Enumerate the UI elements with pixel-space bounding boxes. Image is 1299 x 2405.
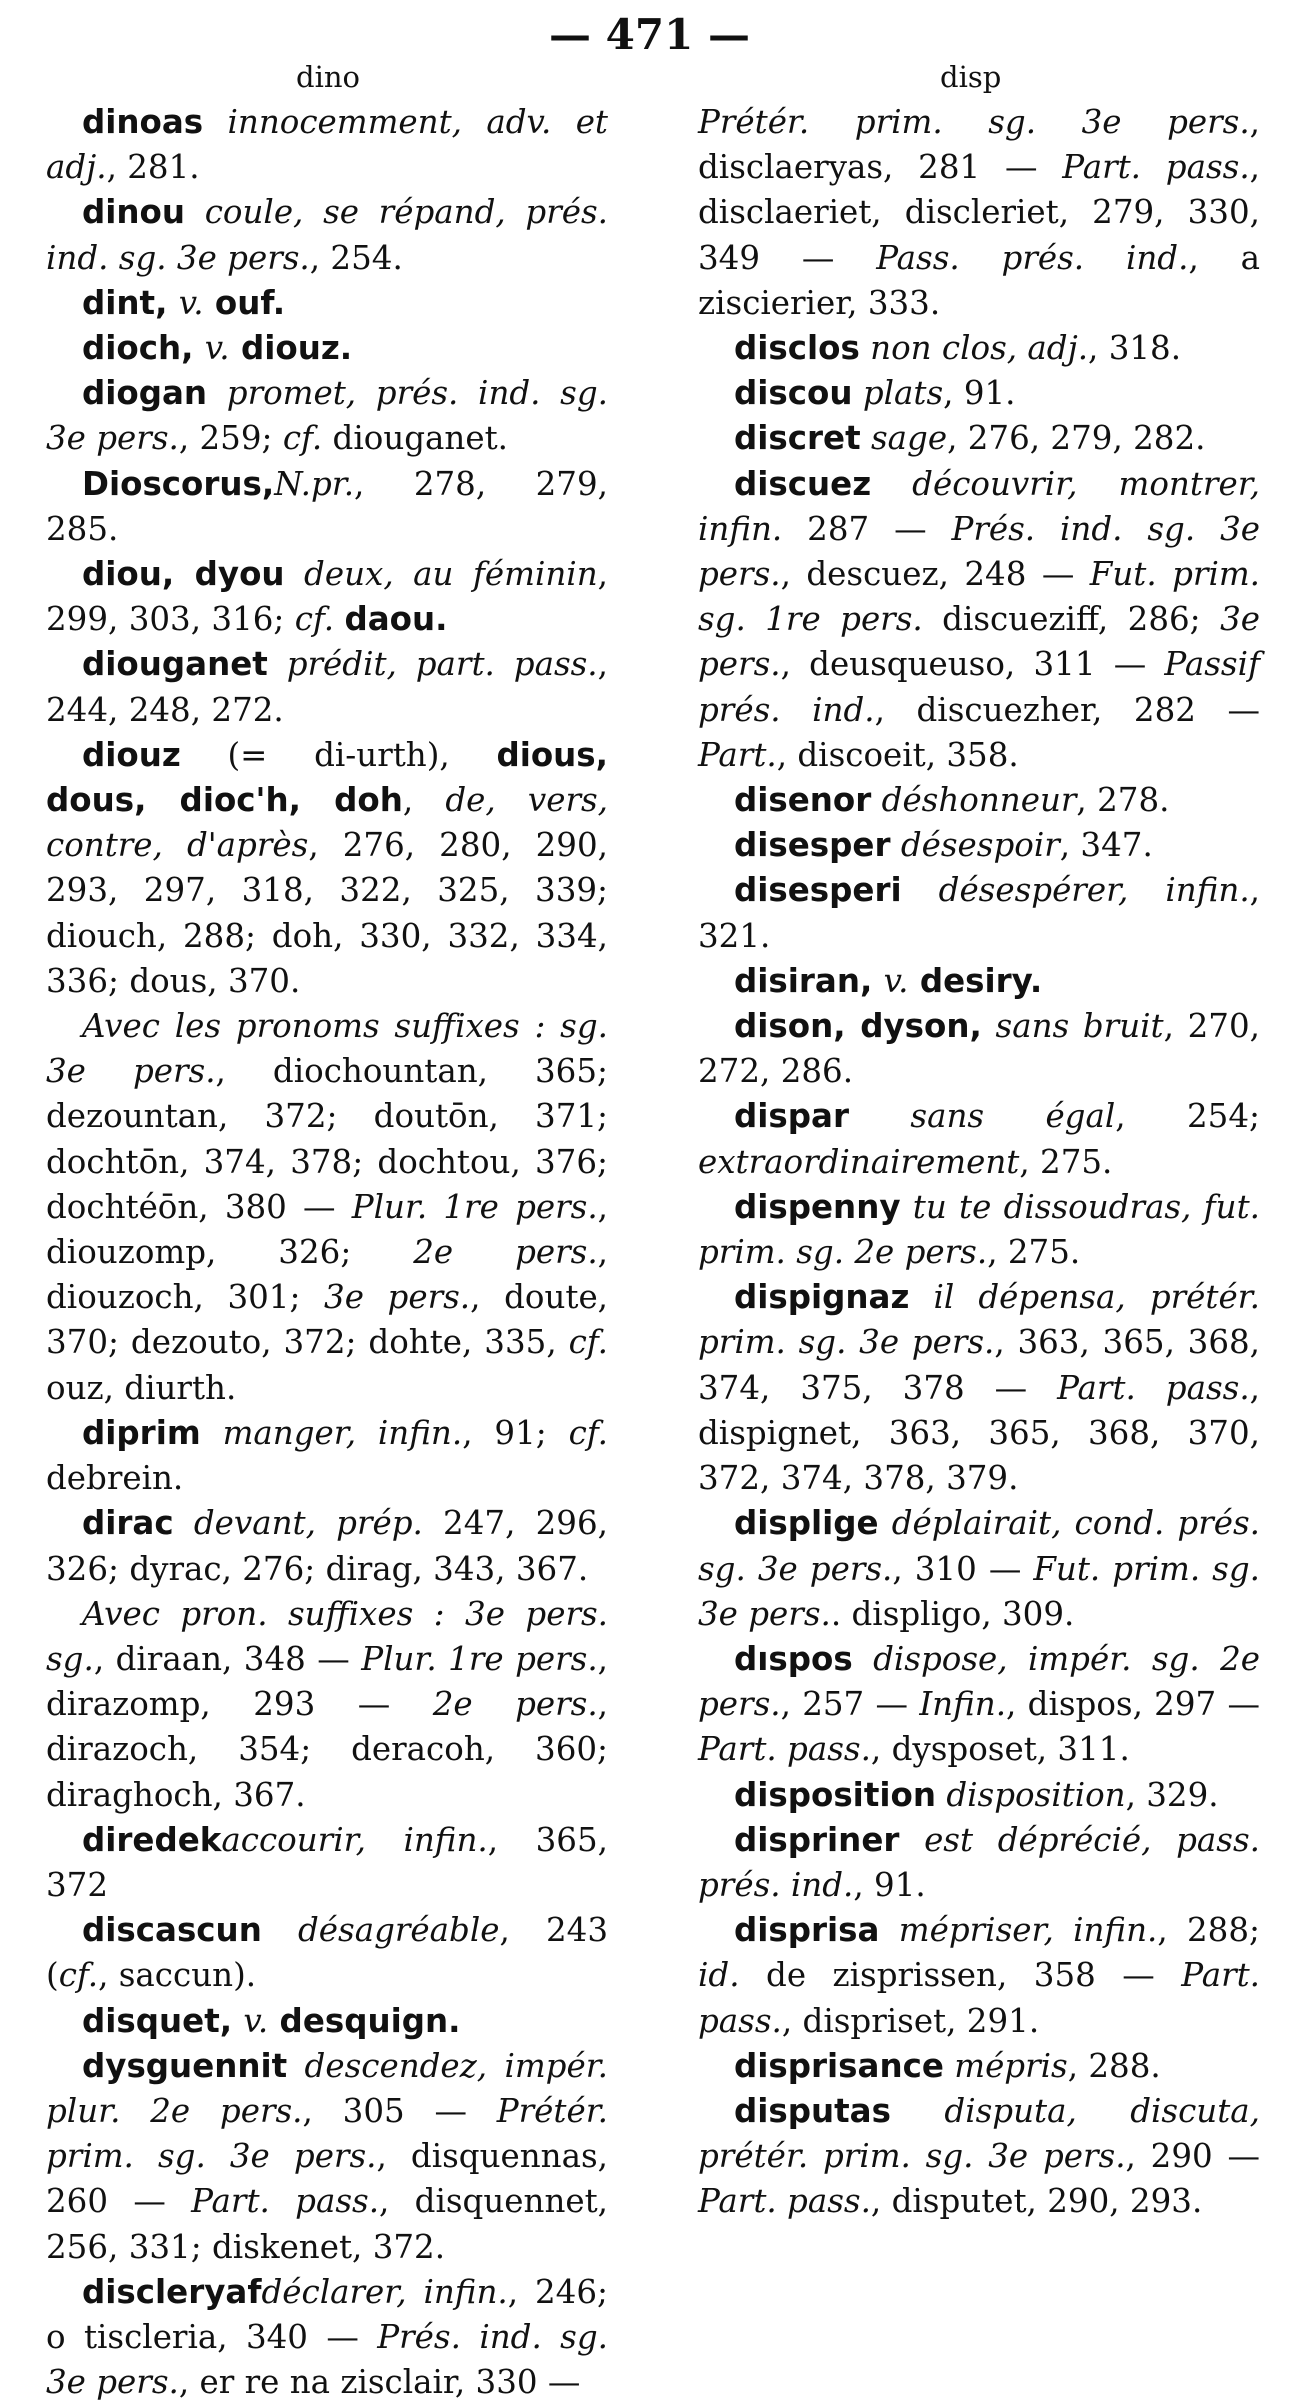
gloss-italic: Plur. 1re pers. — [351, 1187, 598, 1226]
gloss-italic: 3e pers. — [698, 600, 1260, 684]
gloss-italic: désagréable — [298, 1911, 500, 1950]
entry-text: , dispos, 297 — — [1006, 1685, 1260, 1724]
gloss-italic: id. — [698, 1956, 740, 1995]
entry-text — [879, 1504, 892, 1542]
gloss-italic: v. — [204, 329, 230, 368]
headword: disclos — [734, 329, 860, 368]
dictionary-entry — [698, 959, 1260, 1004]
gloss-italic: désespérer, infin. — [938, 871, 1250, 910]
headword: disiran, — [734, 961, 884, 1000]
dictionary-entry — [698, 462, 1260, 778]
entry-text — [860, 329, 870, 367]
dictionary-entry — [46, 1501, 608, 1591]
entry-text: , 246; o tiscleria, 340 — — [46, 2272, 608, 2356]
dictionary-entry — [698, 1004, 1260, 1094]
entry-text: ouz, diurth. — [46, 1368, 237, 1407]
headword: discret — [734, 419, 861, 458]
entry-text: , saccun). — [98, 1956, 257, 1995]
gloss-italic: Prétér. prim. sg. 3e pers. — [46, 2091, 608, 2176]
dictionary-entry — [698, 2044, 1260, 2089]
dictionary-entry — [46, 642, 608, 732]
headword: dint, — [82, 283, 179, 322]
entry-text — [982, 1007, 996, 1045]
entry-text: discueziff, 286; — [922, 600, 1221, 639]
headword: desquign. — [268, 2001, 461, 2040]
headword: dispignaz — [734, 1278, 910, 1317]
entry-text: , 288; — [1157, 1911, 1260, 1950]
headword: dıspos — [734, 1639, 853, 1678]
gloss-italic: manger, infin. — [222, 1413, 463, 1452]
entry-text: , disquennet, 256, 331; diskenet, 372. — [46, 2182, 608, 2266]
entry-text: . displigo, 309. — [830, 1594, 1075, 1633]
entry-text: , discuezher, 282 — — [874, 690, 1260, 729]
headword: disesperi — [734, 871, 902, 910]
entry-text: , 321. — [698, 871, 1260, 955]
entry-text: , descuez, 248 — — [780, 555, 1090, 594]
entry-text — [936, 1776, 946, 1814]
entry-text — [909, 1278, 933, 1316]
entry-text — [890, 826, 900, 864]
dictionary-entry — [46, 552, 608, 642]
dictionary-entry — [698, 1818, 1260, 1908]
headword: disenor — [734, 781, 872, 820]
headword: dinoas — [82, 103, 204, 141]
dictionary-entry — [698, 778, 1260, 823]
entry-text: , diochountan, 365; dezountan, 372; doutōn, 371; dochtōn, 374, 378; dochtou, 376; dochtéōn, 380 — — [46, 1052, 608, 1226]
entry-text: 287 — — [782, 509, 952, 548]
entry-text: , dispignet, 363, 365, 368, 370, 372, 374, 378, 379. — [698, 1368, 1260, 1498]
headword: desiry. — [908, 961, 1043, 1000]
gloss-italic: Plur. 1re pers. — [361, 1639, 598, 1678]
gloss-italic: Passif prés. ind. — [698, 645, 1260, 729]
gloss-italic: Avec pron. suffixes : 3e pers. sg. — [46, 1594, 608, 1678]
running-head-right: disp — [940, 60, 1002, 94]
entry-text: , 270, 272, 286. — [698, 1007, 1260, 1091]
gloss-italic: cf. — [294, 600, 335, 639]
entry-text — [871, 781, 881, 819]
gloss-italic: disputa, discuta, prétér. prim. sg. 3e pers. — [698, 2091, 1260, 2176]
headword: discascun — [82, 1911, 262, 1950]
gloss-italic: 2e pers. — [432, 1685, 598, 1724]
dictionary-entry — [46, 190, 608, 280]
entry-text: , 91. — [943, 374, 1016, 413]
headword: disquet, — [82, 2001, 244, 2040]
gloss-italic: Pass. prés. ind. — [876, 238, 1189, 277]
entry-text — [861, 419, 871, 457]
gloss-italic: il dépensa, prétér. prim. sg. 3e pers. — [698, 1278, 1260, 1362]
entry-text: , 243 ( — [46, 1911, 608, 1995]
entry-text: , disquennas, 260 — — [46, 2137, 608, 2221]
entry-text: 247, 296, 326; dyrac, 276; dirag, 343, 367. — [46, 1504, 608, 1588]
entry-text: (= di-urth), — [180, 735, 497, 774]
entry-text: , er re na zisclair, 330 — — [178, 2363, 581, 2402]
entry-text — [185, 193, 205, 231]
running-head-left: dino — [296, 60, 360, 94]
entry-text — [944, 2047, 954, 2085]
dictionary-entry — [698, 1637, 1260, 1773]
entry-text: , 299, 303, 316; — [46, 555, 608, 639]
dictionary-entry — [46, 1004, 608, 1411]
headword: diouz. — [229, 329, 353, 368]
entry-text — [285, 555, 304, 593]
entry-text: , 276, 280, 290, 293, 297, 318, 322, 325, 339; diouch, 288; doh, 330, 332, 334, 336; dous, 370. — [46, 826, 608, 1000]
dictionary-entry — [46, 733, 608, 1004]
headword: disprisance — [734, 2046, 944, 2085]
gloss-italic: Part. pass. — [698, 1956, 1260, 2040]
dictionary-entry — [46, 462, 608, 552]
gloss-italic: non clos, adj. — [870, 329, 1089, 368]
gloss-italic: déclarer, infin. — [261, 2272, 508, 2311]
dictionary-entry — [698, 371, 1260, 416]
entry-text: , 244, 248, 272. — [46, 645, 608, 729]
dictionary-entry — [46, 1999, 608, 2044]
entry-text: , 305 — — [302, 2091, 497, 2130]
entry-text: , 365, 372 — [46, 1820, 608, 1904]
entry-text — [849, 1097, 910, 1135]
dictionary-entry — [698, 1275, 1260, 1501]
entry-text — [899, 1821, 924, 1859]
gloss-italic: Avec les pronoms suffixes : sg. 3e pers. — [46, 1007, 608, 1091]
headword: dispenny — [734, 1187, 901, 1226]
gloss-italic: Prés. ind. sg. 3e pers. — [46, 2317, 608, 2402]
entry-text: , disclaeryas, 281 — — [698, 103, 1260, 187]
dictionary-entry — [698, 1501, 1260, 1637]
gloss-italic: sans égal — [910, 1097, 1116, 1136]
gloss-italic: déplairait, cond. prés. sg. 3e pers. — [698, 1504, 1260, 1588]
entry-text — [262, 1911, 298, 1949]
gloss-italic: N.pr. — [274, 464, 355, 503]
dictionary-entry — [46, 371, 608, 461]
headword: disesper — [734, 826, 891, 865]
gloss-italic: 3e pers. — [324, 1278, 471, 1317]
gloss-italic: Prétér. prim. sg. 3e pers. — [698, 103, 1250, 141]
entry-text: , 275. — [1019, 1142, 1113, 1181]
gloss-italic: tu te dissoudras, fut. prim. sg. 2e pers. — [698, 1187, 1260, 1272]
headword: discuez — [734, 464, 872, 503]
gloss-italic: dispose, impér. sg. 2e pers. — [698, 1639, 1260, 1724]
entry-text: , 278. — [1076, 781, 1170, 820]
entry-text: , deusqueuso, 311 — — [780, 645, 1165, 684]
dictionary-entry — [698, 100, 1260, 326]
dictionary-entry — [698, 1773, 1260, 1818]
headword: diouganet — [82, 645, 268, 684]
entry-text — [879, 1911, 898, 1949]
entry-text — [268, 645, 287, 683]
headword: disposition — [734, 1775, 936, 1814]
gloss-italic: cf. — [58, 1956, 99, 1995]
headword: discou — [734, 374, 853, 413]
entry-text: , 347. — [1059, 826, 1153, 865]
entry-text: , discoeit, 358. — [776, 735, 1019, 774]
entry-text — [853, 1640, 873, 1678]
gloss-italic: Prés. ind. sg. 3e pers. — [698, 509, 1260, 594]
dictionary-entry — [698, 416, 1260, 461]
entry-text: , 278, 279, 285. — [46, 464, 608, 548]
gloss-italic: Part. pass. — [698, 1730, 871, 1769]
gloss-italic: mépris — [954, 2046, 1068, 2085]
dictionary-entry — [698, 1908, 1260, 2044]
gloss-italic: coule, se répand, prés. ind. sg. 3e pers. — [46, 193, 608, 277]
entry-text: , 91. — [853, 1865, 926, 1904]
dictionary-entry — [698, 326, 1260, 371]
dictionary-entry — [46, 2044, 608, 2270]
entry-text: , dirazoch, 354; deracoh, 360; diraghoch, 367. — [46, 1685, 609, 1814]
entry-text: , — [402, 781, 446, 820]
gloss-italic: Fut. prim. sg. 1re pers. — [698, 555, 1260, 639]
entry-text: , doute, 370; dezouto, 372; dohte, 335, — [46, 1278, 609, 1362]
headword: discleryaf — [82, 2272, 262, 2311]
headword: dinou — [82, 193, 186, 232]
gloss-italic: Part. — [698, 735, 777, 774]
entry-text: , 276, 279, 282. — [947, 419, 1206, 458]
gloss-italic: disposition — [946, 1775, 1126, 1814]
entry-text: , 329. — [1125, 1775, 1219, 1814]
gloss-italic: descendez, impér. plur. 2e pers. — [46, 2046, 608, 2130]
entry-text — [871, 465, 912, 503]
entry-text: , dysposet, 311. — [870, 1730, 1130, 1769]
headword: dysguennit — [82, 2046, 288, 2085]
page-number: — 471 — — [549, 10, 750, 59]
entry-text: , 259; — [178, 419, 283, 458]
entry-text: , 318. — [1088, 329, 1182, 368]
entry-text: , diouzoch, 301; — [46, 1233, 609, 1317]
dictionary-entry — [46, 1908, 608, 1998]
dictionary-entry — [698, 823, 1260, 868]
gloss-italic: deux, au féminin — [304, 555, 598, 594]
dictionary-entry — [46, 1818, 608, 1908]
gloss-italic: sage — [870, 419, 948, 458]
entry-text — [207, 374, 227, 412]
headword: disprisa — [734, 1911, 880, 1950]
entry-text: , 310 — — [892, 1549, 1034, 1588]
gloss-italic: Part. pass. — [1057, 1368, 1250, 1407]
gloss-italic: de, vers, contre, d'après — [46, 781, 608, 865]
entry-text: , 91; — [462, 1413, 569, 1452]
gloss-italic: v. — [178, 283, 204, 322]
entry-text: de zisprissen, 358 — — [739, 1956, 1182, 1995]
entry-text: , dispriset, 291. — [781, 2001, 1040, 2040]
entry-text: , diouzomp, 326; — [46, 1187, 608, 1272]
entry-text: , dirazomp, 293 — — [46, 1639, 608, 1724]
headword: displige — [734, 1504, 879, 1543]
dictionary-entry — [698, 2089, 1260, 2225]
entry-text: , 288. — [1067, 2046, 1161, 2085]
headword: dispriner — [734, 1820, 900, 1859]
entry-text — [852, 374, 862, 412]
dictionary-entry — [698, 868, 1260, 958]
gloss-italic: devant, prép. — [193, 1504, 423, 1543]
gloss-italic: Part. pass. — [698, 2182, 871, 2221]
entry-text: , 254. — [309, 238, 403, 277]
entry-text: , diraan, 348 — — [93, 1639, 362, 1678]
gloss-italic: cf. — [568, 1323, 608, 1362]
left-column — [46, 100, 608, 2405]
dictionary-entry — [46, 326, 608, 371]
entry-text — [891, 2092, 944, 2130]
right-column — [698, 100, 1260, 2225]
headword: disputas — [734, 2091, 891, 2130]
entry-text — [287, 2047, 304, 2085]
gloss-italic: Infin. — [919, 1685, 1007, 1724]
gloss-italic: Part. pass. — [1062, 148, 1250, 187]
dictionary-entry — [46, 2270, 608, 2405]
entry-text: , 254; — [1115, 1097, 1260, 1136]
entry-text: , 257 — — [780, 1685, 920, 1724]
gloss-italic: désespoir — [900, 826, 1060, 865]
entry-text — [201, 1414, 223, 1452]
headword: daou. — [344, 600, 448, 639]
headword: dious, dous, dioc'h, doh — [46, 735, 608, 820]
headword: dirac — [82, 1504, 174, 1543]
entry-text — [334, 600, 344, 638]
gloss-italic: Part. pass. — [191, 2182, 380, 2221]
entry-text: , disputet, 290, 293. — [870, 2182, 1203, 2221]
dictionary-entry — [46, 100, 608, 190]
gloss-italic: mépriser, infin. — [898, 1911, 1158, 1950]
entry-text: , 290 — — [1125, 2137, 1260, 2176]
gloss-italic: prédit, part. pass. — [286, 645, 598, 684]
entry-text — [902, 871, 939, 909]
entry-text: , 281. — [106, 148, 200, 187]
headword: dispar — [734, 1097, 849, 1136]
gloss-italic: plats — [862, 374, 944, 413]
gloss-italic: v. — [243, 2001, 269, 2040]
dictionary-entry — [46, 1411, 608, 1501]
dictionary-entry — [698, 1094, 1260, 1184]
gloss-italic: est déprécié, pass. prés. ind. — [698, 1820, 1260, 1904]
headword: diredek — [82, 1820, 222, 1859]
headword: diou, dyou — [82, 555, 285, 594]
headword: ouf. — [203, 283, 286, 322]
gloss-italic: découvrir, montrer, infin. — [698, 464, 1260, 548]
gloss-italic: cf. — [568, 1413, 608, 1452]
dictionary-entry — [46, 1592, 608, 1818]
entry-text: , 363, 365, 368, 374, 375, 378 — — [698, 1323, 1260, 1407]
entry-text: , a ziscierier, 333. — [698, 238, 1260, 322]
headword: diouz — [82, 735, 181, 774]
gloss-italic: 2e pers. — [413, 1233, 598, 1272]
entry-text: , 275. — [987, 1233, 1081, 1272]
dictionary-entry — [698, 1185, 1260, 1275]
headword: Dioscorus, — [82, 464, 275, 503]
gloss-italic: cf. — [282, 419, 323, 458]
headword: diogan — [82, 374, 208, 413]
headword: dioch, — [82, 329, 205, 368]
entry-text: debrein. — [46, 1459, 184, 1498]
gloss-italic: extraordinairement — [698, 1142, 1020, 1181]
entry-text — [203, 103, 227, 141]
gloss-italic: v. — [883, 961, 909, 1000]
gloss-italic: innocemment, adv. et adj. — [46, 103, 608, 187]
gloss-italic: accourir, infin. — [221, 1820, 488, 1859]
gloss-italic: déshonneur — [881, 781, 1077, 820]
headword: dison, dyson, — [734, 1007, 982, 1046]
gloss-italic: Fut. prim. sg. 3e pers. — [698, 1549, 1260, 1633]
entry-text — [901, 1188, 913, 1226]
dictionary-entry — [46, 281, 608, 326]
headword: diprim — [82, 1413, 201, 1452]
entry-text — [174, 1504, 194, 1542]
gloss-italic: sans bruit — [995, 1007, 1164, 1046]
entry-text: , disclaeriet, discleriet, 279, 330, 349 — — [698, 148, 1260, 277]
entry-text: diouganet. — [322, 419, 508, 458]
gloss-italic: promet, prés. ind. sg. 3e pers. — [46, 374, 608, 458]
